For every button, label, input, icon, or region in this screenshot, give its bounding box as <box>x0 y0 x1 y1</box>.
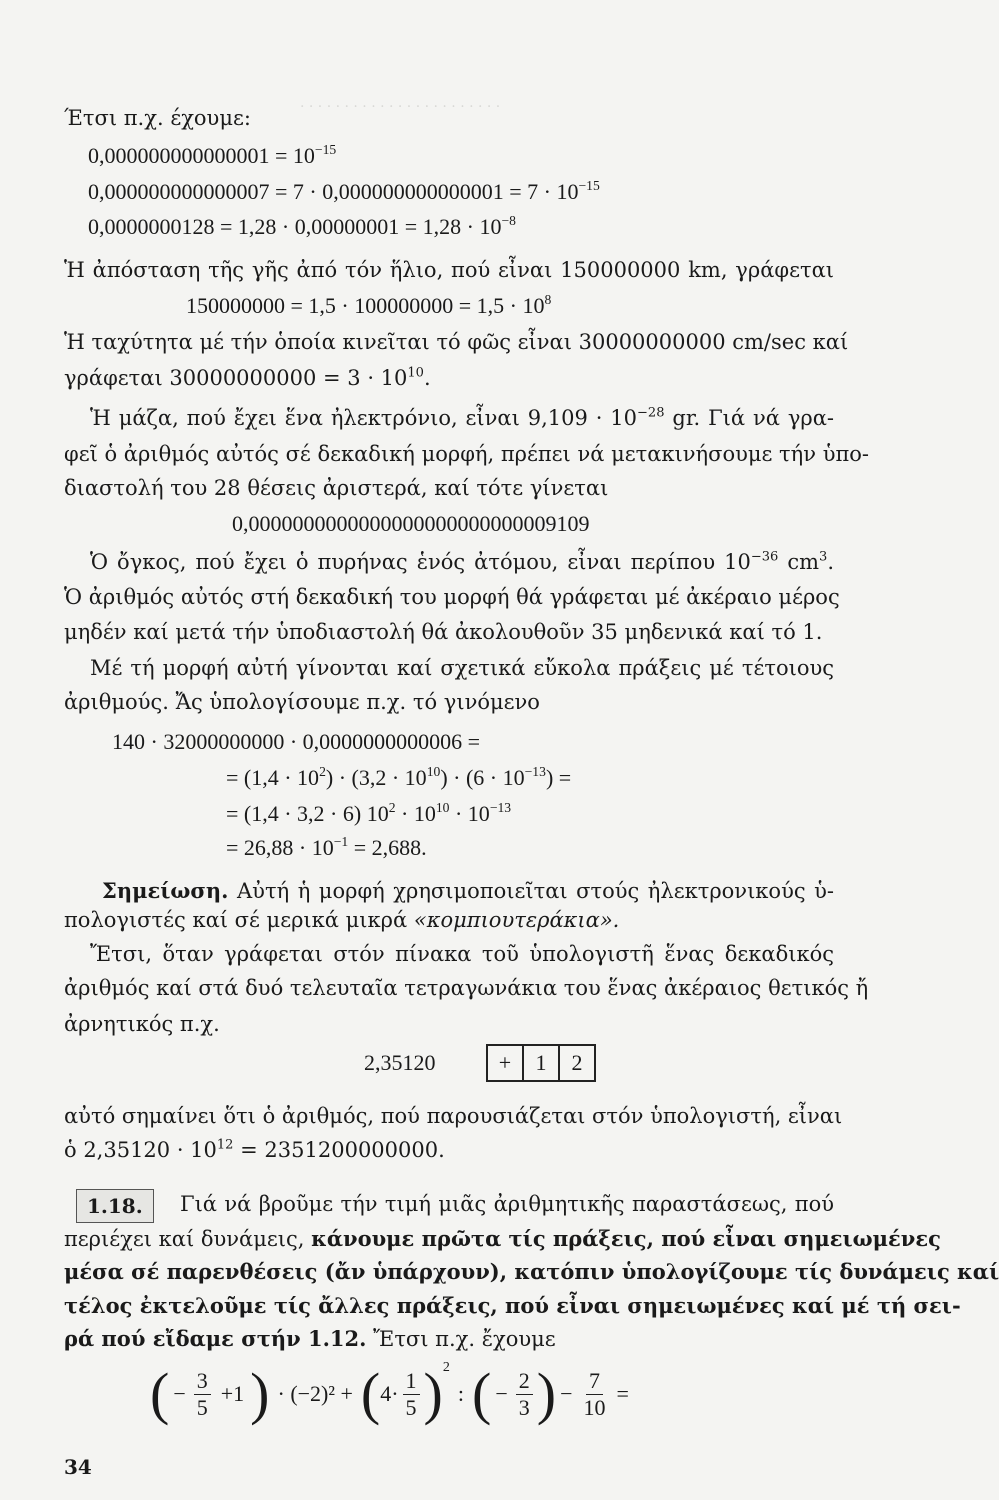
fraction: $\frac{3}{5}$ <box>194 1368 211 1421</box>
display-number: 2,35120 <box>364 1050 436 1075</box>
text-line: ἀριθμούς. Ἄς ὑπολογίσουμε π.χ. τό γινόμενο <box>64 690 540 714</box>
section-line: Γιά νά βροῦμε τήν τιμή μιᾶς ἀριθμητικῆς παραστάσεως, πού <box>180 1192 834 1216</box>
right-paren: ) <box>250 1361 270 1426</box>
text-line: Έτσι π.χ. έχουμε: <box>64 106 251 130</box>
text-line: αὐτό σημαίνει ὅτι ὁ ἀριθμός, πού παρουσιάζεται στόν ὑπολογιστή, εἶναι <box>64 1104 843 1128</box>
section-line: περιέχει καί δυνάμεις, κάνουμε πρῶτα τίς πράξεις, πού εἶναι σημειωμένες <box>64 1226 941 1251</box>
equation-line: $0,000000000000001 = 10^{-15}$ <box>88 142 337 168</box>
text-line: διαστολή του 28 θέσεις ἀριστερά, καί τότε γίνεται <box>64 476 609 500</box>
note-heading: Σημείωση. <box>102 878 229 903</box>
exponent-digit-cell: 2 <box>571 1050 583 1075</box>
section-line: ρά πού εἴδαμε στήν 1.12. Ἔτσι π.χ. ἔχουμε <box>64 1326 556 1351</box>
equation-line: = $(1,4 \cdot 10^2) \cdot (3,2 \cdot 10^{10}) \cdot (6 \cdot 10^{-13})$ = <box>226 764 572 790</box>
note-line: ἀριθμός καί στά δυό τελευταῖα τετραγωνάκια του ἕνας ἀκέραιος θετικός ἤ <box>64 976 869 1000</box>
text-line: φεῖ ὁ ἀριθμός αὐτός σέ δεκαδική μορφή, πρέπει νά μετακινήσουμε τήν ὑπο- <box>64 442 870 466</box>
equation-line: $0,0000000128 = 1,28 \cdot 0,00000001 = 1,28 \cdot 10^{-8}$ <box>88 213 516 239</box>
exponent-digit-cell: 1 <box>524 1046 560 1080</box>
note-line: πολογιστές καί σέ μερικά μικρά «κομπιουτεράκια». <box>64 908 620 932</box>
expression: ( − $\frac{3}{5}$ +1 ) · (−2)² + ( 4· $\frac{1}{5}$ ) 2 : ( − $\frac{2}{3}$ ) − $\frac{7}{10}$ = <box>150 1360 629 1426</box>
text-line: μηδέν καί μετά τήν ὑποδιαστολή θά ἀκολουθοῦν 35 μηδενικά καί τό 1. <box>64 620 823 644</box>
calculator-exponent-display <box>486 1044 596 1082</box>
fraction: $\frac{2}{3}$ <box>516 1368 533 1421</box>
section-line: τέλος ἐκτελοῦμε τίς ἄλλες πράξεις, πού εἶναι σημειωμένες καί μέ τή σει- <box>64 1293 961 1318</box>
note-line: Σημείωση. Αὐτή ἡ μορφή χρησιμοποιεῖται στούς ἠλεκτρονικούς ὑ- <box>102 878 834 903</box>
note-line: Ἔτσι, ὅταν γράφεται στόν πίνακα τοῦ ὑπολογιστῆ ἕνας δεκαδικός <box>90 942 834 966</box>
equation-line: $0,000000000000007 = 7 \cdot 0,000000000000001 = 7 \cdot 10^{-15}$ <box>88 178 600 204</box>
text-line: Ἡ ἀπόσταση τῆς γῆς ἀπό τόν ἥλιο, πού εἶναι 150000000 km, γράφεται <box>64 258 834 282</box>
text-line: γράφεται $30000000000 = 3 \cdot 10^{10}$. <box>64 365 431 390</box>
note-line: ἀρνητικός π.χ. <box>64 1012 220 1036</box>
fraction: $\frac{7}{10}$ <box>583 1367 606 1420</box>
left-paren: ( <box>150 1361 170 1426</box>
page-number: 34 <box>64 1455 92 1479</box>
right-paren: ) <box>536 1361 557 1426</box>
equation-line: = (1,4 · 3,2 · 6) $10^2 \cdot 10^{10} \cdot 10^{-13}$ <box>226 800 512 826</box>
text-line: Μέ τή μορφή αὐτή γίνονται καί σχετικά εὔκολα πράξεις μέ τέτοιους <box>90 656 834 680</box>
section-number-box: 1.18. <box>76 1189 154 1223</box>
section-line: μέσα σέ παρενθέσεις (ἄν ὑπάρχουν), κατόπιν ὑπολογίζουμε τίς δυνάμεις καί <box>64 1259 999 1284</box>
equation-line: 140 · 32000000000 · 0,0000000000006 = <box>112 729 481 754</box>
text-line: ὁ $2,35120 \cdot 10^{12} = 2351200000000$. <box>64 1137 445 1162</box>
right-paren: ) <box>423 1361 443 1426</box>
fraction: $\frac{1}{5}$ <box>403 1368 420 1421</box>
equation-line: $150000000 = 1,5 \cdot 100000000 = 1,5 \cdot 10^8$ <box>186 292 552 318</box>
text-line: Ἡ μάζα, πού ἔχει ἕνα ἠλεκτρόνιο, εἶναι $9,109 \cdot 10^{-28}$ gr. Γιά νά γρα- <box>90 405 834 430</box>
bleed-through-text: . . . . . . . . . . . . . . . . . . . . . . . <box>300 95 501 111</box>
left-paren: ( <box>360 1361 381 1426</box>
equation-line: 0,0000000000000000000000000009109 <box>232 511 590 536</box>
exponent-sign-cell: + <box>488 1046 524 1080</box>
text-line: Ἡ ταχύτητα μέ τήν ὁποία κινεῖται τό φῶς εἶναι 30000000000 cm/sec καί <box>64 330 849 354</box>
text-line: Ὁ ἀριθμός αὐτός στή δεκαδική του μορφή θά γράφεται μέ ἀκέραιο μέρος <box>64 585 840 609</box>
left-paren: ( <box>472 1361 492 1426</box>
text-line: Ὁ ὄγκος, πού ἔχει ὁ πυρήνας ἑνός ἀτόμου, εἶναι περίπου $10^{-36}$ $cm^3$. <box>90 549 835 574</box>
equation-line: = $26,88 \cdot 10^{-1} = 2,688$. <box>226 834 427 860</box>
